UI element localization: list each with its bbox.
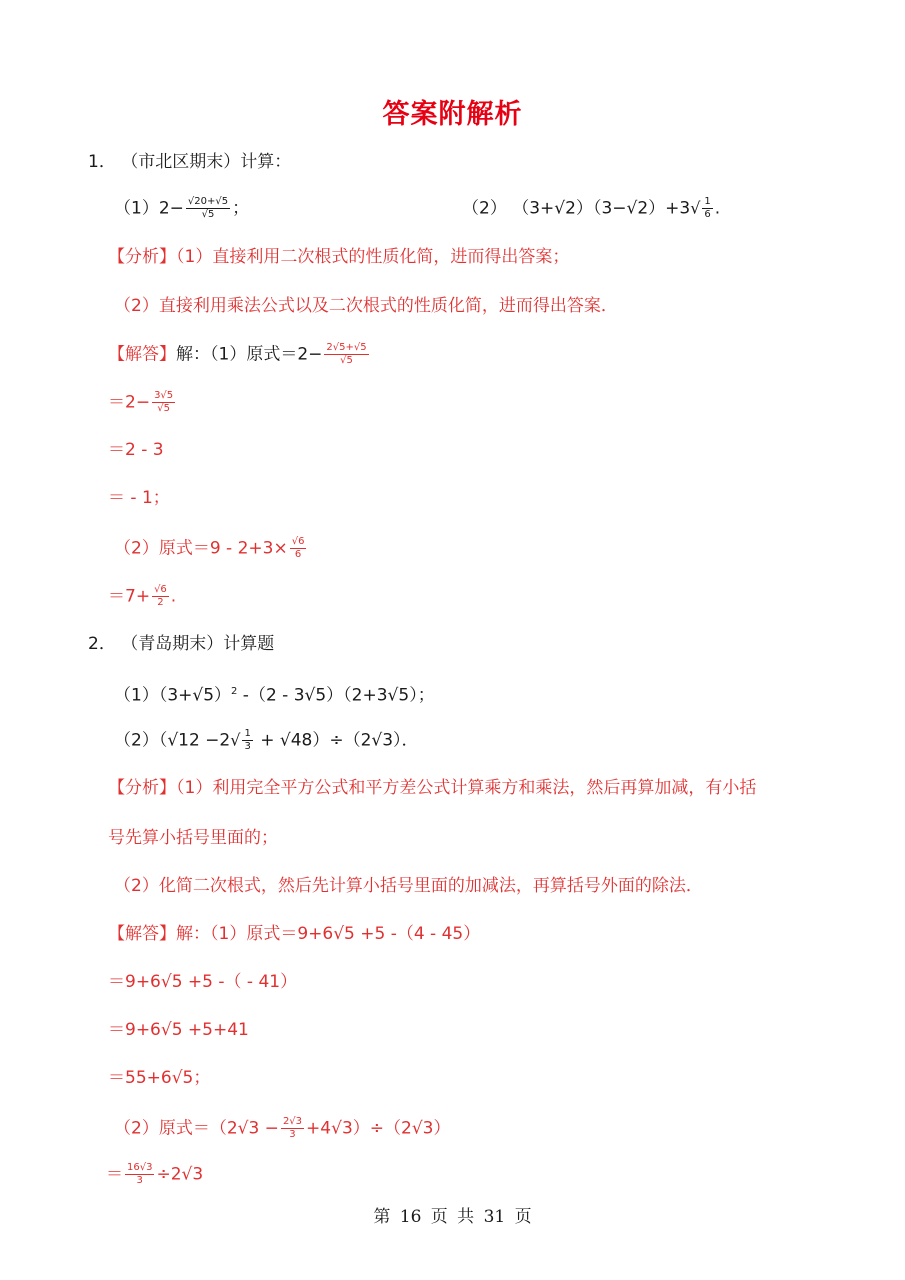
step-rest: ÷2√3: [156, 1164, 204, 1185]
q1-part2-label: （2）: [462, 198, 507, 219]
q2-part2-lead: （2）（√12 −2: [114, 730, 231, 751]
page-title: 答案附解析: [382, 99, 523, 130]
q2-answer-1: [108, 922, 480, 946]
q1-part2-expr: （3+√2）（3−√2）+3: [512, 198, 691, 219]
exponent: 2: [231, 686, 238, 697]
q1-part2-fraction: [702, 196, 712, 221]
q1-part2-tail: .: [714, 198, 721, 219]
answer-fraction: [324, 342, 368, 367]
fraction-denominator: 2: [157, 597, 164, 608]
fraction-denominator: √5: [340, 355, 353, 366]
q1-part1-label: （1）: [114, 198, 159, 219]
q2-analysis-2: （2）化简二次根式，然后先计算小括号里面的加减法，再算括号外面的除法．: [114, 876, 703, 896]
q2-part1: [114, 680, 435, 708]
q1-step4: ＝ - 1；: [108, 488, 170, 508]
fraction-numerator: √6: [291, 536, 305, 547]
q2-part2-solution: [114, 1116, 450, 1141]
q2-step3: ＝9+6√5 +5+41: [108, 1020, 249, 1040]
q2-part2-rest: + √48）÷（2√3）．: [254, 730, 419, 751]
q1-analysis-1: [108, 245, 569, 269]
step-lead: （2）原式＝（2√3 −: [114, 1118, 279, 1139]
analysis-text: （1）利用完全平方公式和平方差公式计算乘方和乘法，然后再算加减，有小括: [176, 778, 757, 798]
step-lead: ＝7+: [108, 586, 151, 607]
q1-part2-result: [108, 584, 176, 609]
q2-part2: [114, 728, 419, 753]
q1-part1: [114, 196, 249, 221]
step-lead: ＝2−: [108, 392, 151, 413]
answer-text: 解：（1）原式＝9+6√5 +5 -（4 - 45）: [176, 924, 481, 944]
page-footer: 第 16 页 共 31 页: [373, 1207, 532, 1227]
fraction-numerator: 2√5+√5: [326, 342, 367, 353]
analysis-tag: 【分析】: [108, 778, 176, 798]
q1-part2-solution: [114, 536, 308, 561]
q1-header-line: [88, 150, 291, 174]
q1-part1-fraction: [186, 196, 230, 221]
fraction-numerator: 16√3: [127, 1162, 153, 1173]
q1-step3: ＝2 - 3: [108, 440, 164, 460]
step-fraction: [152, 390, 175, 415]
q1-part2: [462, 196, 720, 221]
fraction-denominator: 3: [136, 1175, 143, 1186]
answer-tag: 【解答】: [108, 924, 176, 944]
step-tail: .: [170, 586, 177, 607]
answer-tag: 【解答】: [108, 344, 176, 365]
sqrt-icon: √: [690, 198, 701, 218]
fraction-numerator: 2√3: [282, 1116, 303, 1127]
q2-analysis-1: [108, 776, 756, 800]
q1-number: 1．: [88, 152, 116, 172]
q2-header: （青岛期末）计算题: [121, 634, 275, 654]
fraction-denominator: 6: [294, 549, 302, 560]
q2-analysis-1-cont: 号先算小括号里面的；: [108, 828, 278, 848]
step-lead: ＝: [106, 1164, 123, 1185]
fraction-numerator: √6: [154, 584, 167, 595]
step-fraction: [290, 536, 307, 561]
q2-part1-rest: -（2 - 3√5）（2+3√5）；: [237, 685, 435, 706]
q2-part1-expr: （1）（3+√5）: [114, 685, 232, 706]
q2-step4: ＝55+6√5；: [108, 1068, 211, 1088]
q2-step2: ＝9+6√5 +5 -（ - 41）: [108, 972, 298, 992]
fraction-denominator: 6: [704, 209, 711, 220]
fraction-denominator: √5: [157, 403, 170, 414]
q2-header-line: [88, 632, 274, 656]
fraction-numerator: 1: [244, 728, 251, 739]
step-fraction: [281, 1116, 304, 1141]
fraction-numerator: √20+√5: [187, 196, 229, 207]
q1-answer-1: [108, 342, 371, 367]
step-fraction: [152, 584, 169, 609]
q2-number: 2．: [88, 634, 116, 654]
step-lead: （2）原式＝9 - 2+3×: [114, 538, 288, 559]
step-fraction: [125, 1162, 154, 1187]
q2-last-step: [106, 1162, 203, 1187]
q1-header: （市北区期末）计算：: [121, 152, 292, 172]
q1-part1-tail: ；: [232, 198, 250, 219]
fraction-denominator: 3: [244, 741, 251, 752]
fraction-numerator: 1: [704, 196, 711, 207]
analysis-text: （1）直接利用二次根式的性质化简，进而得出答案；: [176, 247, 570, 267]
step-rest: +4√3）÷（2√3）: [306, 1118, 451, 1139]
q1-step2: [108, 390, 177, 415]
sqrt-icon: √: [230, 730, 241, 750]
fraction-denominator: 3: [289, 1129, 296, 1140]
analysis-tag: 【分析】: [108, 247, 176, 267]
fraction-numerator: 3√5: [154, 390, 174, 401]
q1-analysis-2: （2）直接利用乘法公式以及二次根式的性质化简，进而得出答案．: [114, 296, 618, 316]
answer-lead: 解：（1）原式＝2−: [176, 344, 323, 365]
fraction-denominator: √5: [201, 209, 215, 220]
q2-part2-fraction: [242, 728, 252, 753]
q1-part1-lead: 2−: [158, 198, 184, 219]
